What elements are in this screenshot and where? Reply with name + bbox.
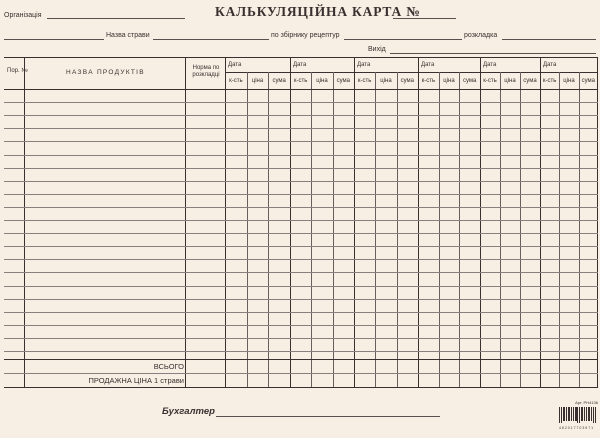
table-row[interactable] (4, 246, 598, 247)
table-row[interactable] (4, 155, 598, 156)
yield-field[interactable] (390, 53, 596, 54)
page-title: КАЛЬКУЛЯЦІЙНА КАРТА № (215, 4, 421, 19)
table-row[interactable] (4, 233, 598, 234)
sub-header: ціна (380, 78, 392, 84)
layout-norm-header: Норма по розкладці (192, 65, 220, 78)
table-row[interactable] (4, 168, 598, 169)
table-row[interactable] (4, 338, 598, 339)
recipe-collection-field[interactable] (344, 39, 462, 40)
table-row[interactable] (4, 325, 598, 326)
table-row[interactable] (4, 115, 598, 116)
date-label: Дата (293, 62, 307, 68)
sub-header: к-сть (357, 78, 372, 84)
table-row[interactable] (4, 286, 598, 287)
sub-header: сума (336, 78, 351, 84)
organization-label: Організація (4, 12, 42, 19)
table-row[interactable] (4, 181, 598, 182)
calculation-table (4, 57, 598, 387)
row-number-header: Пор. № (7, 68, 28, 74)
sub-header: к-сть (483, 78, 497, 84)
table-row[interactable] (4, 312, 598, 313)
sub-header: ціна (563, 78, 575, 84)
sale-price-label: ПРОДАЖНА ЦІНА 1 страви (88, 376, 184, 385)
sub-header: ціна (504, 78, 516, 84)
table-row[interactable] (4, 102, 598, 103)
dish-name-field[interactable] (153, 39, 269, 40)
sub-header: ціна (443, 78, 455, 84)
yield-label: Вихід (368, 46, 386, 53)
table-row[interactable] (4, 299, 598, 300)
barcode (558, 400, 598, 430)
accountant-label: Бухгалтер (162, 406, 215, 417)
table-row[interactable] (4, 220, 598, 221)
product-name-header: НАЗВА ПРОДУКТІВ (66, 69, 145, 76)
sub-header: ціна (251, 78, 264, 84)
date-label: Дата (483, 62, 497, 68)
organization-field[interactable] (47, 18, 185, 19)
card-number-field[interactable] (393, 18, 456, 19)
total-label: ВСЬОГО (153, 362, 184, 371)
sub-header: ціна (316, 78, 328, 84)
table-row[interactable] (4, 272, 598, 273)
dish-name-label: Назва страви (106, 32, 150, 39)
layout-field[interactable] (502, 39, 596, 40)
accountant-signature-field[interactable] (216, 416, 440, 417)
sub-header: сума (272, 78, 286, 84)
date-label: Дата (228, 62, 242, 68)
table-row[interactable] (4, 351, 598, 352)
layout-label: розкладка (464, 32, 498, 39)
sub-header: к-сть (542, 78, 557, 84)
sub-header: к-сть (293, 78, 308, 84)
article-code: Арт. РН4136 (575, 400, 598, 405)
table-row[interactable] (4, 207, 598, 208)
date-label: Дата (357, 62, 371, 68)
barcode-digits: 4 8 2 0 1 7 7 0 3 9 7 1 (559, 426, 594, 430)
table-row[interactable] (4, 259, 598, 260)
sub-header: сума (400, 78, 415, 84)
dish-name-prefix-line (4, 39, 104, 40)
barcode-bars (559, 407, 597, 423)
table-row[interactable] (4, 128, 598, 129)
sub-header: к-сть (421, 78, 436, 84)
sub-header: к-сть (229, 78, 243, 84)
date-label: Дата (421, 62, 435, 68)
table-row[interactable] (4, 141, 598, 142)
recipe-collection-label: по збірнику рецептур (271, 32, 340, 39)
sub-header: сума (581, 78, 596, 84)
sub-header: сума (462, 78, 477, 84)
table-row[interactable] (4, 194, 598, 195)
date-label: Дата (543, 62, 557, 68)
sub-header: сума (523, 78, 537, 84)
